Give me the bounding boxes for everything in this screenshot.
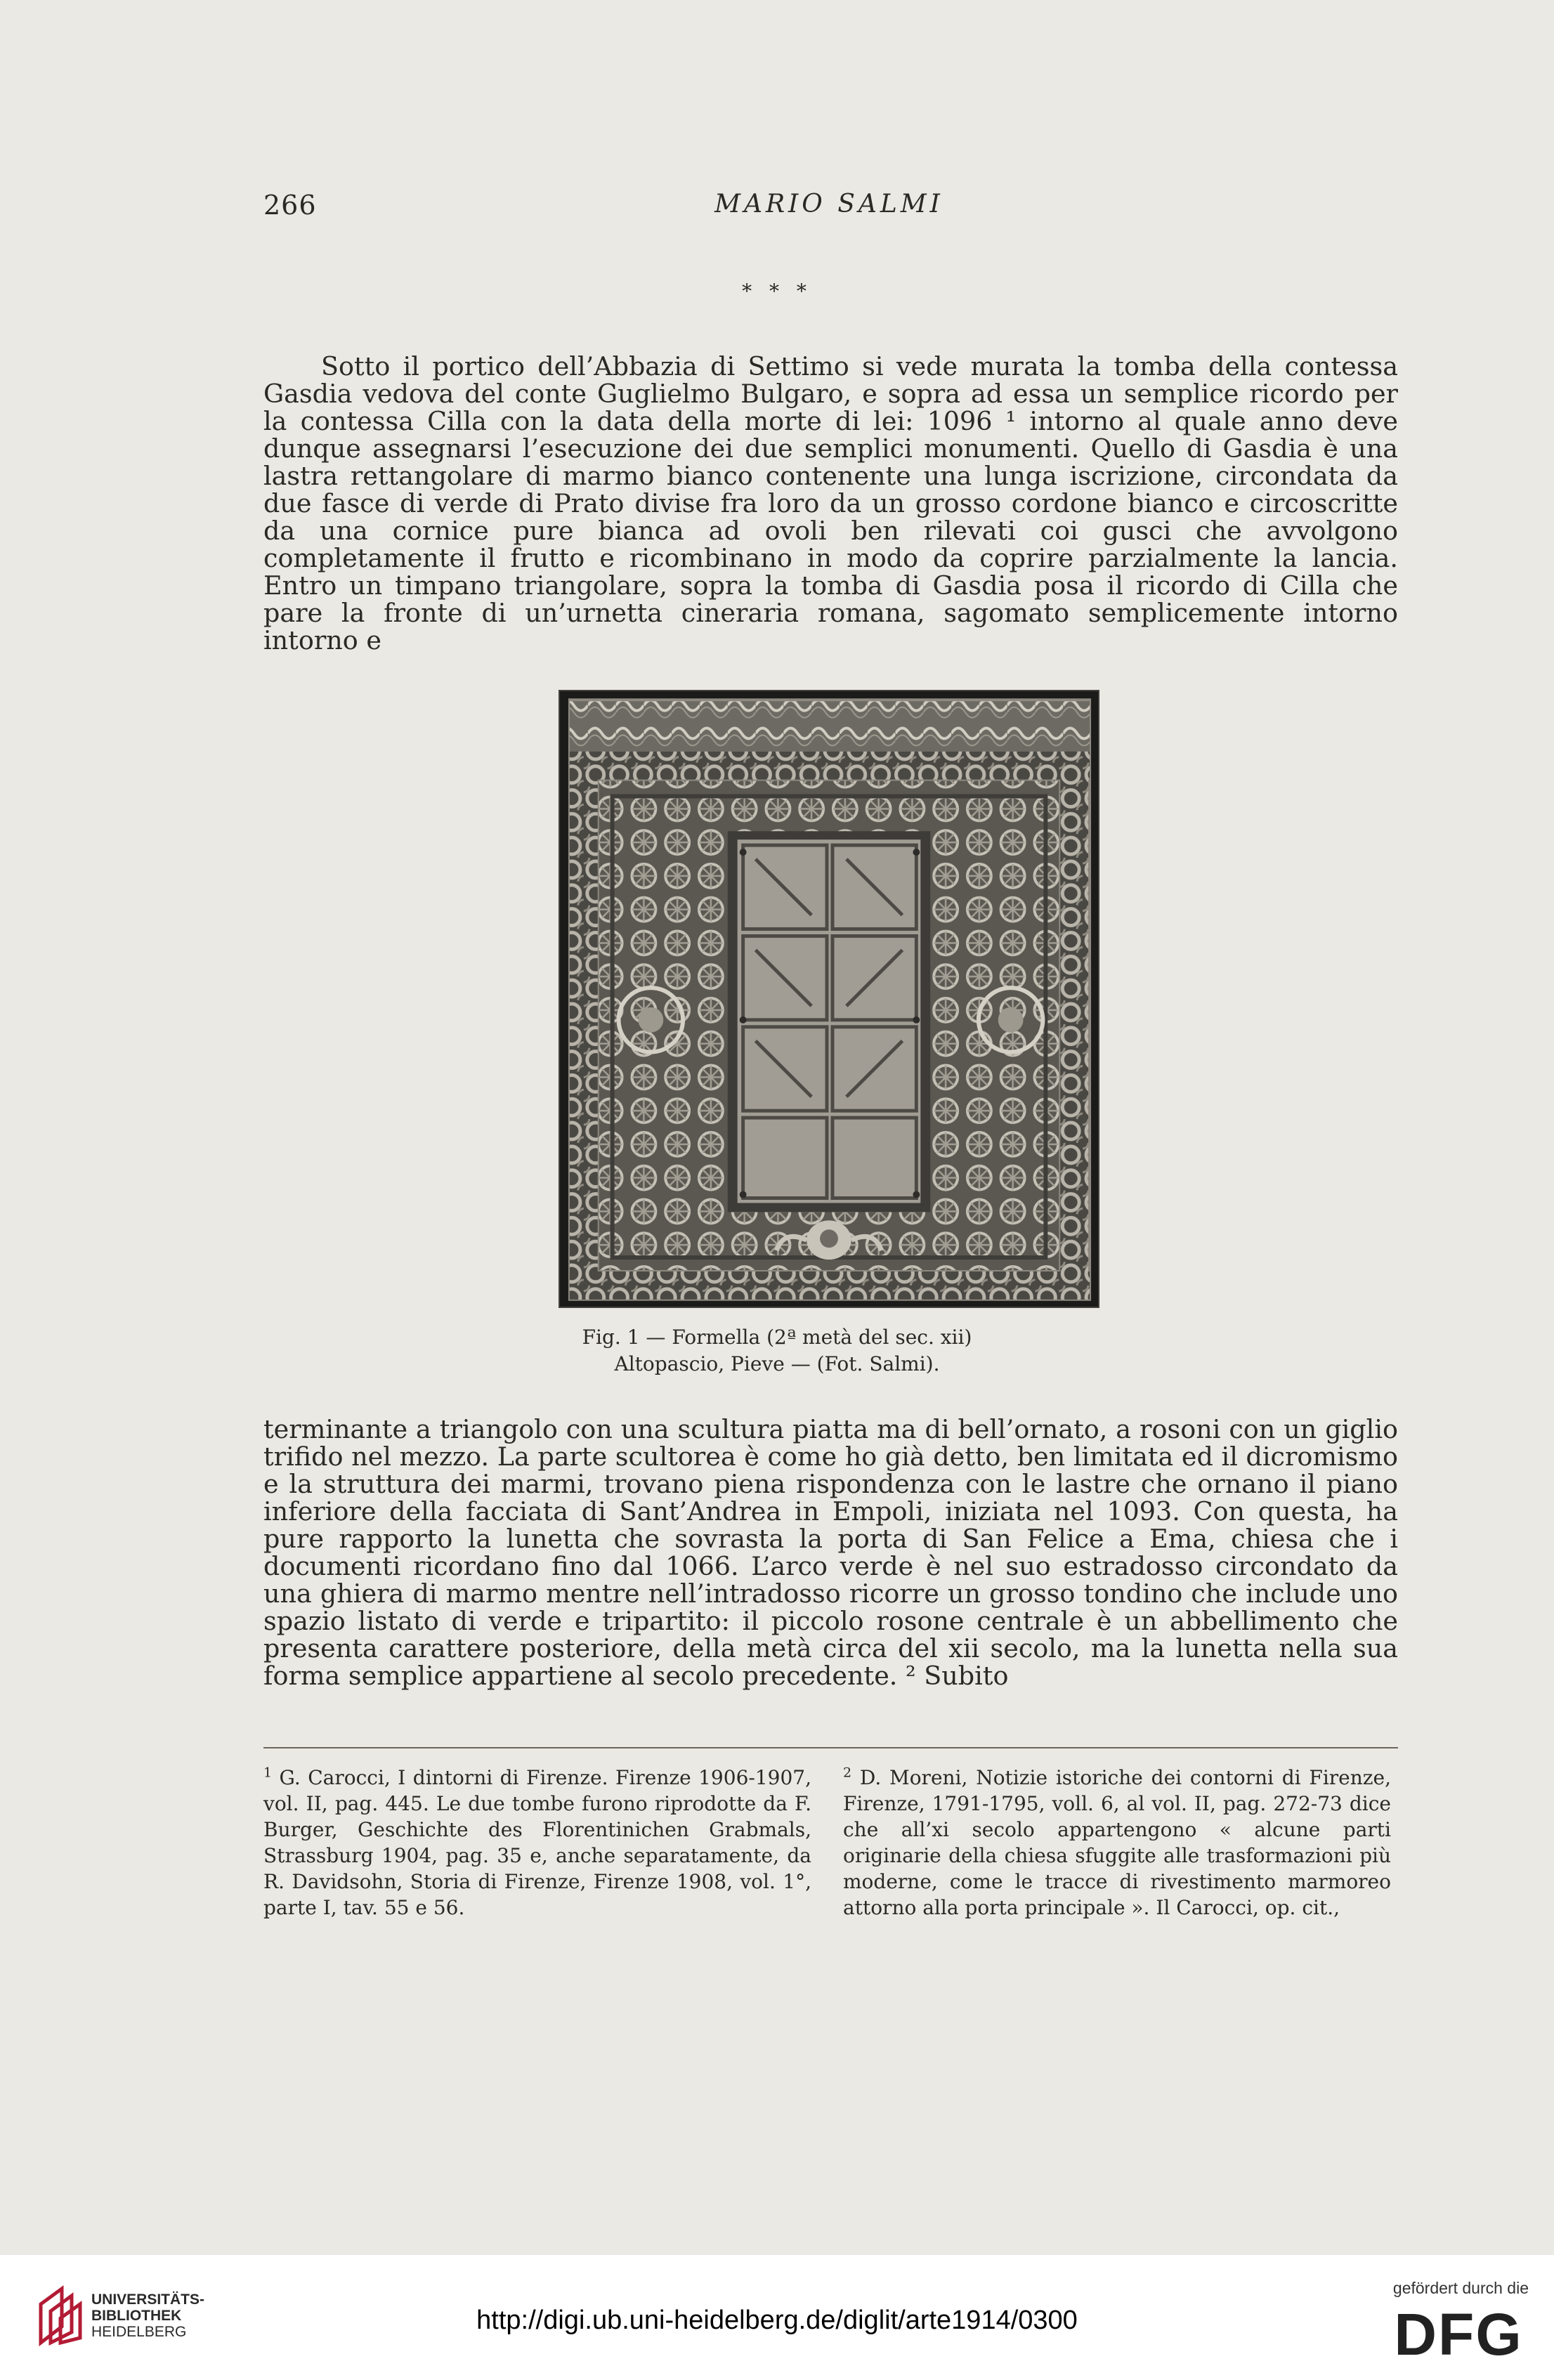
library-name-line-2: BIBLIOTHEK	[91, 2308, 182, 2324]
running-head	[263, 190, 1395, 232]
footnote-1-number: 1	[263, 1765, 273, 1781]
library-name-line-3: HEIDELBERG	[91, 2324, 187, 2340]
figure-caption	[0, 1324, 1554, 1378]
body-paragraph-1-text: Sotto il portico dell’Abbazia di Settimo si vede murata la tomba della contessa Gasdia vedova del conte Guglielmo Bulgaro, e sopra ad essa un semplice ricordo per la contessa Cilla con la data della morte di lei: 1096 ¹ intorno al quale anno deve dunque assegnarsi l’esecuzione dei due semplici monumenti. Quello di Gasdia è una lastra rettangolare di marmo bianco contenente una lunga iscrizione, circondata da due fasce di verde di Prato divise fra loro da un grosso cordone bianco e circoscritte da una cornice pure bianca ad ovoli ben rilevati coi gusci che avvolgono completamente il frutto e ricombinano in modo da coprire parzialmente la lancia. Entro un timpano triangolare, sopra la tomba di Gasdia posa il ricordo di Cilla che pare la fronte di un’urnetta cineraria romana, sagomato semplicemente intorno intorno e	[263, 351, 1398, 655]
figure-caption-line-1: Fig. 1 — Formella (2ª metà del sec. xii)	[582, 1326, 972, 1349]
dfg-logo-text: DFG	[1394, 2304, 1523, 2360]
footnote-1-text: G. Carocci, I dintorni di Firenze. Firenze 1906-1907, vol. II, pag. 445. Le due tombe furono riprodotte da F. Burger, Geschichte des Florentinichen Grabmals, Strassburg 1904, pag. 35 e, anche separatamente, da R. Davidsohn, Storia di Firenze, Firenze 1908, vol. 1°, parte I, tav. 55 e 56.	[263, 1766, 811, 1919]
footnote-2-number: 2	[843, 1765, 852, 1781]
figure-caption-line-2: Altopascio, Pieve — (Fot. Salmi).	[614, 1352, 940, 1375]
formella-relief-image	[560, 691, 1098, 1307]
footnote-1	[263, 1765, 811, 1921]
page-number: 266	[263, 190, 317, 221]
permalink-url[interactable]: http://digi.ub.uni-heidelberg.de/diglit/arte1914/0300	[476, 2306, 1078, 2335]
funder-label: gefördert durch die	[1392, 2279, 1529, 2297]
figure-formella-photo	[559, 690, 1099, 1308]
library-name-line-1: UNIVERSITÄTS-	[91, 2291, 205, 2308]
body-paragraph-2: terminante a triangolo con una scultura piatta ma di bell’ornato, a rosoni con un giglio trifido nel mezzo. La parte scultorea è come ho già detto, ben limitata ed il dicromismo e la struttura dei marmi, trovano piena rispondenza con le lastre che ornano il piano inferiore della facciata di Sant’Andrea in Empoli, iniziata nel 1093. Con questa, ha pure rapporto la lunetta che sovrasta la porta di San Felice a Ema, chiesa che i documenti ricordano fino dal 1066. L’arco verde è nel suo estradosso circondato da una ghiera di marmo mentre nell’intradosso ricorre un grosso tondino che include uno spazio listato di verde e tripartito: il piccolo rosone centrale è un abbellimento che presenta carattere posteriore, della metà circa del xii secolo, ma la lunetta nella sua forma semplice appartiene al secolo precedente. ² Subito	[263, 1414, 1398, 1691]
body-paragraph-1	[263, 353, 1398, 654]
dfg-logo-icon	[1388, 2304, 1529, 2360]
footnote-2-text: D. Moreni, Notizie istoriche dei contorni di Firenze, Firenze, 1791-1795, voll. 6, al vol. II, pag. 272-73 dice che all’xi secolo appartengono « alcune parti originarie della chiesa sfuggite alle trasformazioni più moderne, come le tracce di rivestimento marmoreo attorno alla porta principale ». Il Carocci, op. cit.,	[843, 1766, 1391, 1919]
section-break-asterisks: * * *	[742, 280, 812, 303]
footnote-separator	[263, 1747, 1398, 1748]
footnote-2	[843, 1765, 1391, 1921]
running-title: MARIO SALMI	[714, 190, 944, 218]
digitization-footer	[0, 2255, 1554, 2380]
